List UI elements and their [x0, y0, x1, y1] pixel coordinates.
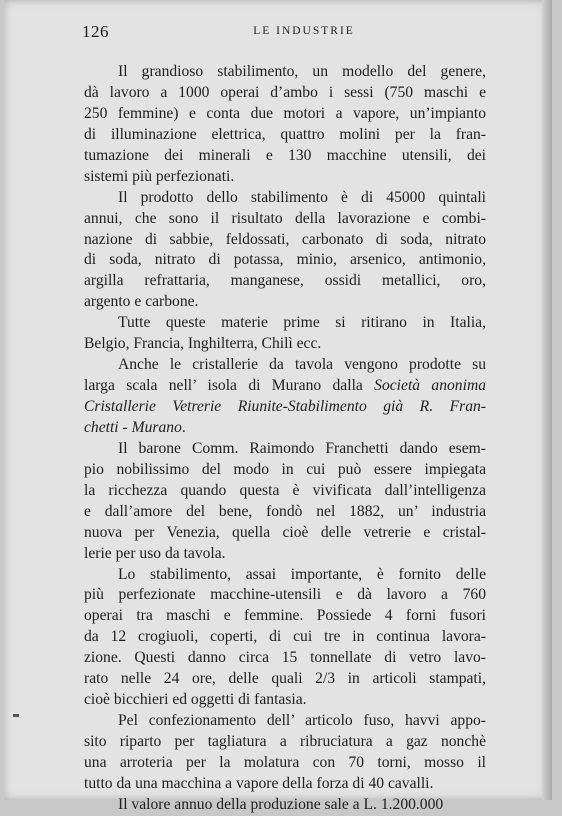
italic-span: Società anonima	[374, 377, 486, 395]
text-line	[84, 62, 486, 83]
text-span: Il prodotto dello stabilimento è di 45000 quintali	[118, 188, 486, 206]
page-number: 126	[82, 22, 109, 41]
italic-span: Cristallerie Vetrerie Riunite-Stabilimento già R. Fran-	[84, 398, 486, 415]
page-edge-shadow	[542, 0, 552, 800]
text-line	[84, 167, 486, 188]
text-span: dà lavoro a 1000 operai d’ambo i sessi (750 maschi e	[84, 83, 486, 101]
text-span: annui, che sono il risultato della lavorazione e combi-	[84, 209, 486, 227]
italic-span: chetti - Murano	[84, 418, 182, 436]
text-line	[84, 250, 486, 271]
text-line	[84, 481, 486, 502]
text-line	[84, 606, 486, 627]
text-span: .	[181, 418, 186, 436]
text-line	[84, 460, 486, 481]
text-span: nazione di sabbie, feldossati, carbonato di soda, nitrato	[84, 230, 486, 248]
page-header	[82, 22, 486, 44]
text-span: sistemi più perfezionati.	[84, 167, 235, 185]
text-line	[84, 271, 486, 292]
text-line	[84, 355, 486, 376]
paragraph	[84, 188, 486, 314]
text-line	[84, 502, 486, 523]
text-line	[84, 418, 486, 439]
text-line	[84, 313, 486, 334]
body-text	[84, 62, 486, 816]
text-span: di illuminazione elettrica, quattro molini per la fran-	[84, 125, 486, 143]
text-span: lerie per uso da tavola.	[84, 544, 226, 562]
text-line	[84, 292, 486, 313]
text-line	[84, 732, 486, 753]
text-line	[84, 648, 486, 669]
text-span: Il barone Comm. Raimondo Franchetti dando esem-	[118, 439, 486, 457]
text-line	[84, 439, 486, 460]
text-span: nuova per Venezia, quella cioè delle vetrerie e cristal-	[84, 523, 486, 541]
text-line	[84, 83, 486, 104]
text-line	[84, 711, 486, 732]
margin-mark	[13, 714, 19, 717]
text-line	[84, 774, 486, 795]
text-span: Il grandioso stabilimento, un modello del genere,	[118, 63, 486, 80]
paragraph	[84, 62, 486, 188]
text-line	[84, 585, 486, 606]
text-span: rato nelle 24 ore, delle quali 2/3 in articoli stampati,	[84, 670, 486, 688]
text-line	[84, 523, 486, 544]
text-span: tutto da una macchina a vapore della forza di 40 cavalli.	[84, 774, 434, 792]
text-line	[84, 376, 486, 397]
book-page	[4, 0, 552, 813]
text-line	[84, 397, 486, 418]
text-span: e dall’amore del bene, fondò nel 1882, un’ industria	[84, 502, 486, 520]
text-span: larga scala nell’ isola di Murano dalla	[84, 377, 375, 395]
text-span: argento e carbone.	[84, 293, 199, 311]
text-span: tumazione dei minerali e 130 macchine utensili, dei	[84, 146, 486, 164]
text-line	[84, 334, 486, 355]
text-span: sito riparto per tagliatura a ribruciatura a gaz nonchè	[84, 733, 486, 750]
text-span: Lo stabilimento, assai importante, è fornito delle	[118, 565, 486, 583]
text-span: Anche le cristallerie da tavola vengono prodotte su	[118, 356, 486, 374]
text-line	[84, 544, 486, 565]
paragraph	[84, 795, 486, 816]
text-span: una arroteria per la molatura con 70 torni, mosso il	[84, 753, 486, 771]
text-line	[84, 627, 486, 648]
text-line	[84, 188, 486, 209]
text-line	[84, 104, 486, 125]
paragraph	[84, 711, 486, 795]
text-span: la ricchezza quando questa è vivificata dall’intelligenza	[84, 481, 486, 499]
text-span: da 12 crogiuoli, coperti, di cui tre in continua lavora-	[84, 628, 486, 646]
text-line	[84, 795, 486, 816]
text-line	[84, 669, 486, 690]
text-span: 250 femmine) e conta due motori a vapore, un’impianto	[84, 104, 486, 122]
text-span: operai tra maschi e femmine. Possiede 4 forni fusori	[84, 607, 486, 625]
text-span: argilla refrattaria, manganese, ossidi metallici, oro,	[84, 272, 486, 290]
text-span: più perfezionate macchine-utensili e dà lavoro a 760	[84, 586, 486, 604]
text-line	[84, 230, 486, 251]
text-line	[84, 209, 486, 230]
text-line	[84, 565, 486, 586]
text-span: pio nobilissimo del modo in cui può essere impiegata	[84, 460, 486, 478]
paragraph	[84, 355, 486, 439]
paragraph	[84, 313, 486, 355]
text-line	[84, 690, 486, 711]
text-span: di soda, nitrato di potassa, minio, arsenico, antimonio,	[84, 251, 486, 269]
text-span: Pel confezionamento dell’ articolo fuso, havvi appo-	[118, 712, 486, 730]
text-span: Belgio, Francia, Inghilterra, Chilì ecc.	[84, 335, 322, 353]
text-line	[84, 125, 486, 146]
paragraph	[84, 439, 486, 565]
text-line	[84, 753, 486, 774]
text-line	[84, 146, 486, 167]
text-span: zione. Questi danno circa 15 tonnellate di vetro lavo-	[84, 649, 486, 667]
text-span: cioè bicchieri ed oggetti di fantasia.	[84, 691, 307, 709]
text-span: Il valore annuo della produzione sale a L. 1.200.000	[118, 795, 444, 813]
paragraph	[84, 565, 486, 712]
text-span: Tutte queste materie prime si ritirano in Italia,	[118, 314, 486, 332]
running-head: LE INDUSTRIE	[253, 25, 355, 37]
